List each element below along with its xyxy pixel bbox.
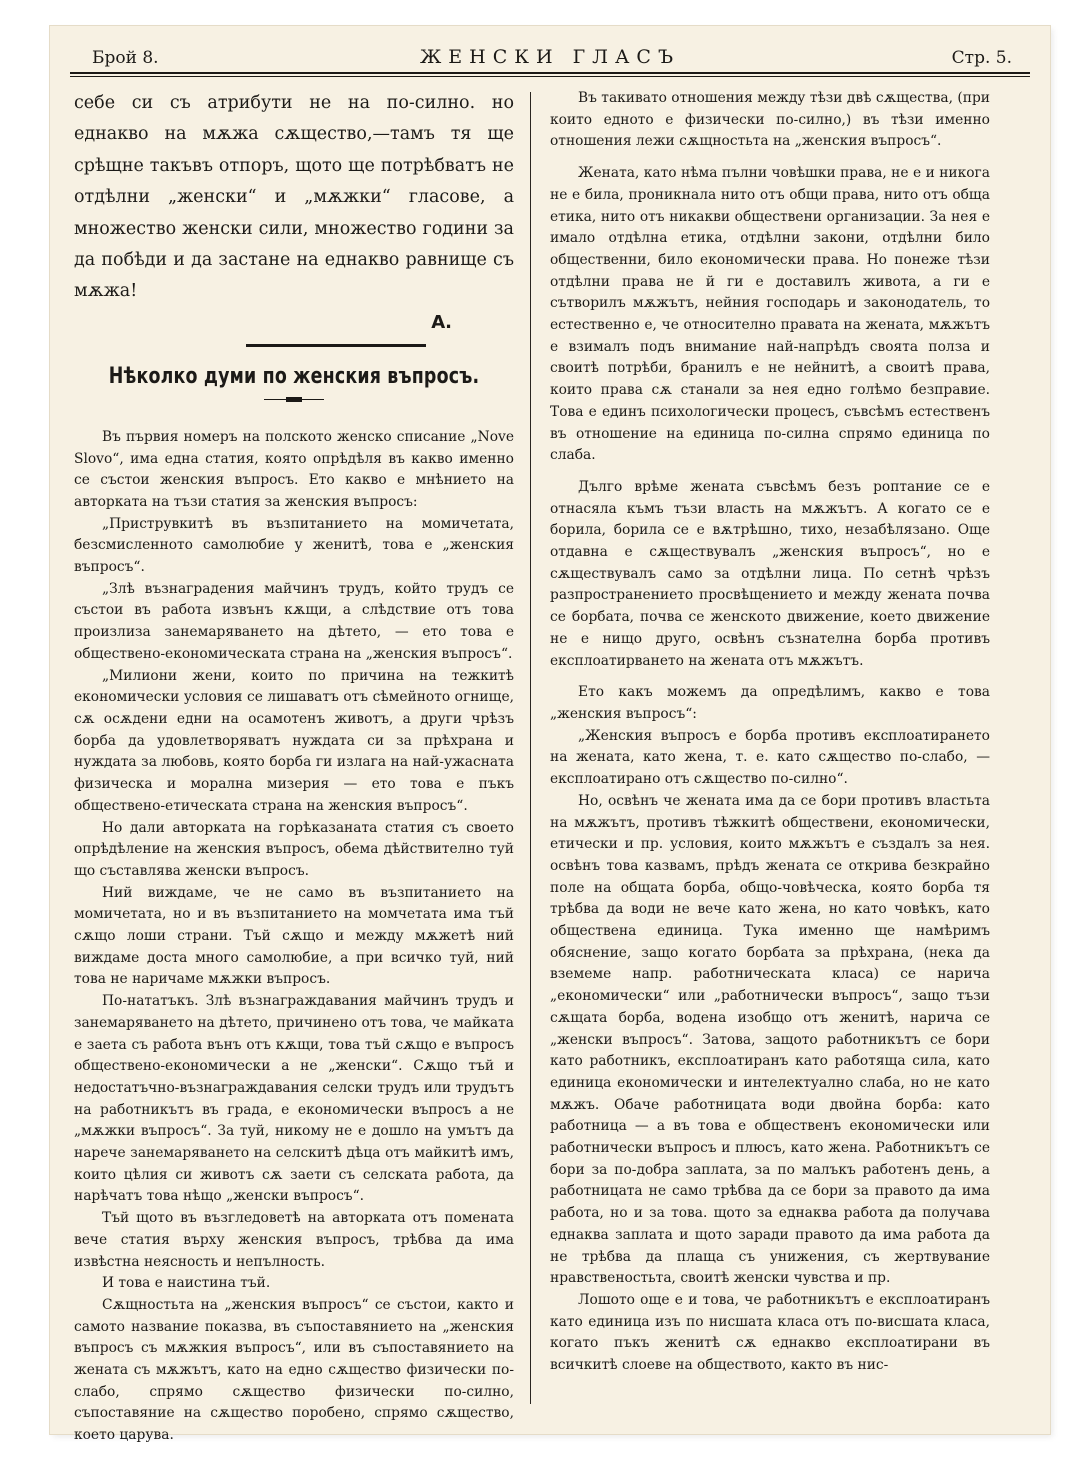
paragraph: Но, освѣнъ че жената има да се бори противъ властьта на мѫжътъ, противъ тѣжкитѣ обществени, економически, етически и пр. условия, които мѫжътъ е създалъ за нея. освѣнъ това казвамъ, прѣдъ жената се открива безкрайно поле на общата борба, общо-човѣческа, която борба тя трѣбва да води не вече като жена, но като човѣкъ, като обществена единица. Тука именно ще намѣримъ обяснение, защо когато борбата за прѣхрана, (нека да вземеме напр. работническата класа) се нарича „економически“ или „работнически въпросъ“, защо тъзи сѫщата борба, водена изобщо отъ женитѣ, нарича се „женски въпросъ“. Затова, защото работникътъ се бори като работникъ, експлоатиранъ като работяща сила, като единица економически и интелектуално слаба, но не като мѫжъ. Обаче работницата води двойна борба: като работница — а въ това е общественъ економически или работнически въпросъ и плюсъ, като жена. Работникътъ се бори за по-добра заплата, за по малъкъ работенъ день, а работницата не само трѣбва да се бори за правото да има работа, но и за това. щото за еднаква работа да получава еднаква заплата и щото заради правото да има работа да не трѣбва да плаща съ унижения, съ жертвувание нравственостьта, своитѣ женски чувства и пр.	[550, 792, 990, 1287]
issue-number: Брой 8.	[92, 48, 159, 68]
article-title: Нѣколко думи по женския въпросъ.	[108, 362, 480, 389]
masthead-rule-thin	[70, 76, 1030, 77]
paragraph: Ний виждаме, че не само въ възпитанието на момичетата, но и въ възпитанието на момчетата има тъй сѫщо лоши страни. Тъй сѫщо и между мѫжетѣ ний виждаме доста много самолюбие, а при всичко туй, ний това не наричаме мѫжки въпросъ.	[74, 884, 514, 988]
paragraph: Въ такивато отношения между тѣзи двѣ сѫщества, (при които едното е физически по-силно,) въ тѣзи именно отношения лежи сѫщностьта на „женския въпросъ“.	[550, 90, 990, 150]
article-body-left	[74, 427, 514, 1447]
paragraph: Тъй щото въ възгледоветѣ на авторката отъ помената вече статия върху женския въпросъ, трѣбва да има извѣстна неясность и непълность.	[74, 1210, 514, 1270]
paragraph: Дълго врѣме жената съвсѣмъ безъ роптание се е отнасяла къмъ тъзи власть на мѫжътъ. А когато се е борила, борила се е вѫтрѣшно, тихо, незабѣлязано. Още отдавна е сѫществувалъ „женския въпросъ“, но е сѫществувалъ само за отдѣлни лица. По сетнѣ чрѣзъ разпространението просвѣщението и между жената почва се борбата, почва се женското движение, което движение не е нищо друго, освѣнъ съзнателна борба противъ експлоатирването на жената отъ мѫжътъ.	[550, 478, 990, 669]
paragraph: „Злѣ възнаградения майчинъ трудъ, който трудъ се състои въ работа извънъ кѫщи, а слѣдствие отъ това произлиза занемаряването на дѣтето, — ето това е обществено-економическата страна на „женския въпросъ“.	[74, 580, 514, 662]
paragraph: Жената, като нѣма пълни човѣшки права, не е и никога не е била, проникнала нито отъ общи права, нито отъ обща етика, нито отъ никакви обществени организации. За нея е имало отдѣлна етика, отдѣлни закони, отдѣлни било общественни, било економически права. Но понеже тѣзи отдѣлни права не й ги е доставилъ живота, а ги е сътворилъ мѫжътъ, нейния господарь и законодатель, то естественно е, че относително правата на жената, мѫжътъ е взималъ подъ внимание най-напрѣдъ своята полза и своитѣ потрѣби, бранилъ е не нейнитѣ, а своитѣ права, които права сѫ станали за нея едно голѣмо безправие. Това е единъ психологически процесъ, съвсѣмъ естественъ въ отношение на единица по-силна спрямо единица по слаба.	[550, 165, 990, 464]
paragraph: Сѫщностьта на „женския въпросъ“ се състои, както и самото название показва, въ съпоставянието на „женския въпросъ съ мѫжкия въпросъ“, или въ съпоставянието на жената съ мѫжътъ, като на едно сѫщество физически по-слабо, спрямо сѫщество физически по-силно, съпоставяние на сѫщество поробено, спрямо сѫщество, което царува.	[74, 1296, 514, 1444]
page-number: Стр. 5.	[951, 48, 1012, 68]
newspaper-page	[50, 26, 1050, 1444]
column-divider	[530, 92, 531, 1404]
title-ornament	[264, 395, 324, 405]
left-column	[74, 88, 514, 1447]
paragraph: Лошото още е и това, че работникътъ е експлоатиранъ като единица изъ по нисшата класа отъ по-висшата класа, когато пъкъ женитѣ сѫ еднакво експлоатирани въ всичкитѣ слоеве на обществото, както въ нис-	[550, 1291, 990, 1374]
paragraph: Ето какъ можемъ да опредѣлимъ, какво е това „женския въпросъ“:	[550, 684, 990, 722]
paragraph: „Приструвкитѣ въ възпитанието на момичетата, безсмисленното самолюбие у женитѣ, това е „женския въпросъ“.	[74, 515, 514, 576]
newspaper-title: ЖЕНСКИ ГЛАСЪ	[419, 46, 681, 68]
section-divider	[246, 344, 426, 347]
paragraph: Но дали авторката на горѣказаната статия съ своето опрѣдѣление на женския въпросъ, обема дѣйствително туй що съставлява женски въпросъ.	[74, 819, 514, 879]
paragraph: Въ първия номеръ на полското женско списание „Nove Slovo“, има една статия, която опрѣдѣля въ какво именно се състои женския въпросъ. Ето какво е мнѣнието на авторката на тъзи статия за женския въпросъ:	[74, 428, 514, 510]
paragraph: По-нататъкъ. Злѣ възнаграждавания майчинъ трудъ и занемаряването на дѣтето, причинено отъ това, че майката е заета съ работа вънъ отъ кѫщи, това тъй сѫщо е въпросъ обществено-економически а не „женски“. Сѫщо тъй и недостатъчно-възнаграждавания селски трудъ или трудътъ на работникътъ въ града, е економически въпросъ а не „мѫжки въпросъ“. За туй, никому не е дошло на умътъ да нарече занемаряването на селскитѣ дѣца отъ майкитѣ имъ, които цѣлия си животъ сѫ заети съ селската работа, да нарѣчатъ това нѣщо „женски въпросъ“.	[74, 993, 514, 1205]
intro-paragraph: себе си съ атрибути не на по-силно. но еднакво на мѫжа сѫщество,—тамъ тя ще срѣщне такъвъ отпоръ, щото ще потрѣбватъ не отдѣлни „женски“ и „мѫжки“ гласове, а множество женски сили, множество години за да побѣди и да застане на еднакво равнище съ мѫжа!	[74, 93, 514, 302]
article-body-right	[550, 88, 990, 1377]
paragraph: „Милиони жени, които по причина на тежкитѣ економически условия се лишаватъ отъ сѣмейното огнище, сѫ осѫдени едни на осамотенъ животъ, а други чрѣзъ борба да удовлетворяватъ нуждата си за прѣхрана и нуждата за любовь, която борба ги излага на най-ужасната физическа и морална мизерия — ето това е пъкъ обществено-етическата страна на женския въпросъ“.	[74, 667, 514, 814]
paragraph: „Женския въпросъ е борба противъ експлоатирането на жената, като жена, т. е. като сѫщество по-слабо, — експлоатирано отъ сѫщество по-силно“.	[550, 727, 990, 788]
paragraph: И това е наистина тъй.	[102, 1275, 271, 1292]
masthead-rule	[70, 72, 1030, 74]
author-signature: А.	[431, 311, 452, 333]
right-column	[550, 88, 990, 1377]
masthead	[70, 44, 1030, 74]
